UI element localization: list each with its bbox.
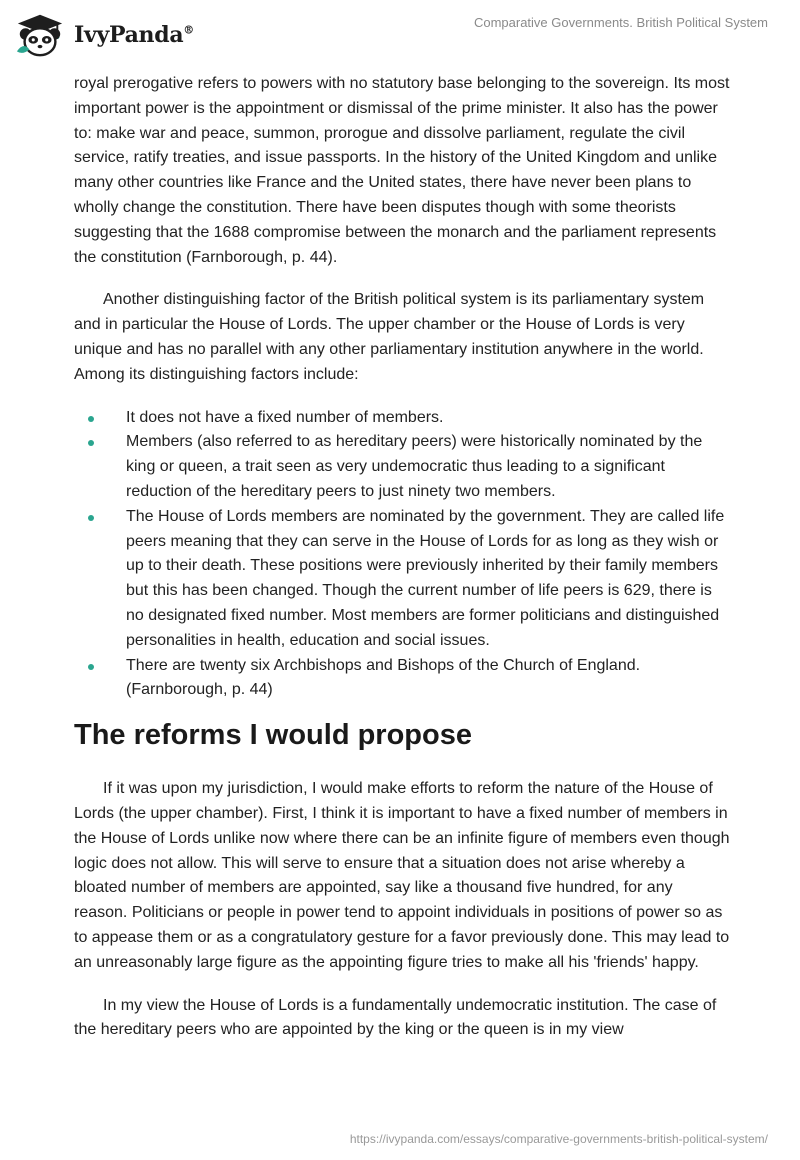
ivypanda-logo[interactable] <box>14 10 194 60</box>
list-item: It does not have a fixed number of members. <box>74 406 730 431</box>
distinguishing-factors-list <box>74 406 730 704</box>
bullet-icon <box>88 440 94 446</box>
document-title: Comparative Governments. British Political System <box>473 15 768 30</box>
list-item: The House of Lords members are nominated by the government. They are called life peers meaning that they can serve in the House of Lords for as long as they wish or up to their death. These positions were previously inherited by their family members but this has been changed. Though the current number of life peers is 629, there is no designated fixed number. Most members are former politicians and distinguished personalities in health, education and social issues. <box>74 505 730 654</box>
logo-text: IvyPanda® <box>73 22 194 48</box>
list-item: Members (also referred to as hereditary peers) were historically nominated by the king or queen, a trait seen as very undemocratic thus leading to a significant reduction of the hereditary peers to just ninety two members. <box>74 430 730 504</box>
bullet-icon <box>88 515 94 521</box>
list-item: There are twenty six Archbishops and Bishops of the Church of England. (Farnborough, p. 44) <box>74 654 730 704</box>
paragraph-undemocratic: In my view the House of Lords is a fundamentally undemocratic institution. The case of the hereditary peers who are appointed by the king or the queen is in my view <box>74 996 717 1039</box>
paragraph-reforms: If it was upon my jurisdiction, I would make efforts to reform the nature of the House of Lords (the upper chamber). First, I think it is important to have a fixed number of members in the House of Lords unlike now where there can be an infinite figure of members even though logic does not allow. This will serve to ensure that a situation does not arise whereby a bloated number of members are appointed, say like a thousand five hundred, for any reason. Politicians or people in power tend to appoint individuals in positions of power so as to appease them or as a congratulatory gesture for a favor previously done. This may lead to an unreasonably large figure as the appointing figure tries to make all his 'friends' happy. <box>74 780 730 971</box>
paragraph-royal-prerogative: royal prerogative refers to powers with no statutory base belonging to the sovereign. Its most important power is the appointment or dismissal of the prime minister. It also has the power to: make war and peace, summon, prorogue and dissolve parliament, regulate the civil service, ratify treaties, and issue passports. In the history of the United Kingdom and unlike many other countries like France and the United states, there have never been plans to wholly change the constitution. There have been disputes though with some theorists suggesting that the 1688 compromise between the monarch and the parliament represents the constitution (Farnborough, p. 44). <box>74 75 730 266</box>
page-header <box>0 0 800 70</box>
panda-graduate-icon <box>14 12 66 58</box>
source-url[interactable]: https://ivypanda.com/essays/comparative-governments-british-political-system/ <box>349 1132 768 1146</box>
section-heading: The reforms I would propose <box>74 719 472 752</box>
bullet-icon <box>88 416 94 422</box>
bullet-icon <box>88 664 94 670</box>
paragraph-house-of-lords: Another distinguishing factor of the British political system is its parliamentary system and in particular the House of Lords. The upper chamber or the House of Lords is very unique and has no parallel with any other parliamentary institution anywhere in the world. Among its distinguishing factors include: <box>74 291 705 383</box>
essay-body <box>74 72 730 1061</box>
